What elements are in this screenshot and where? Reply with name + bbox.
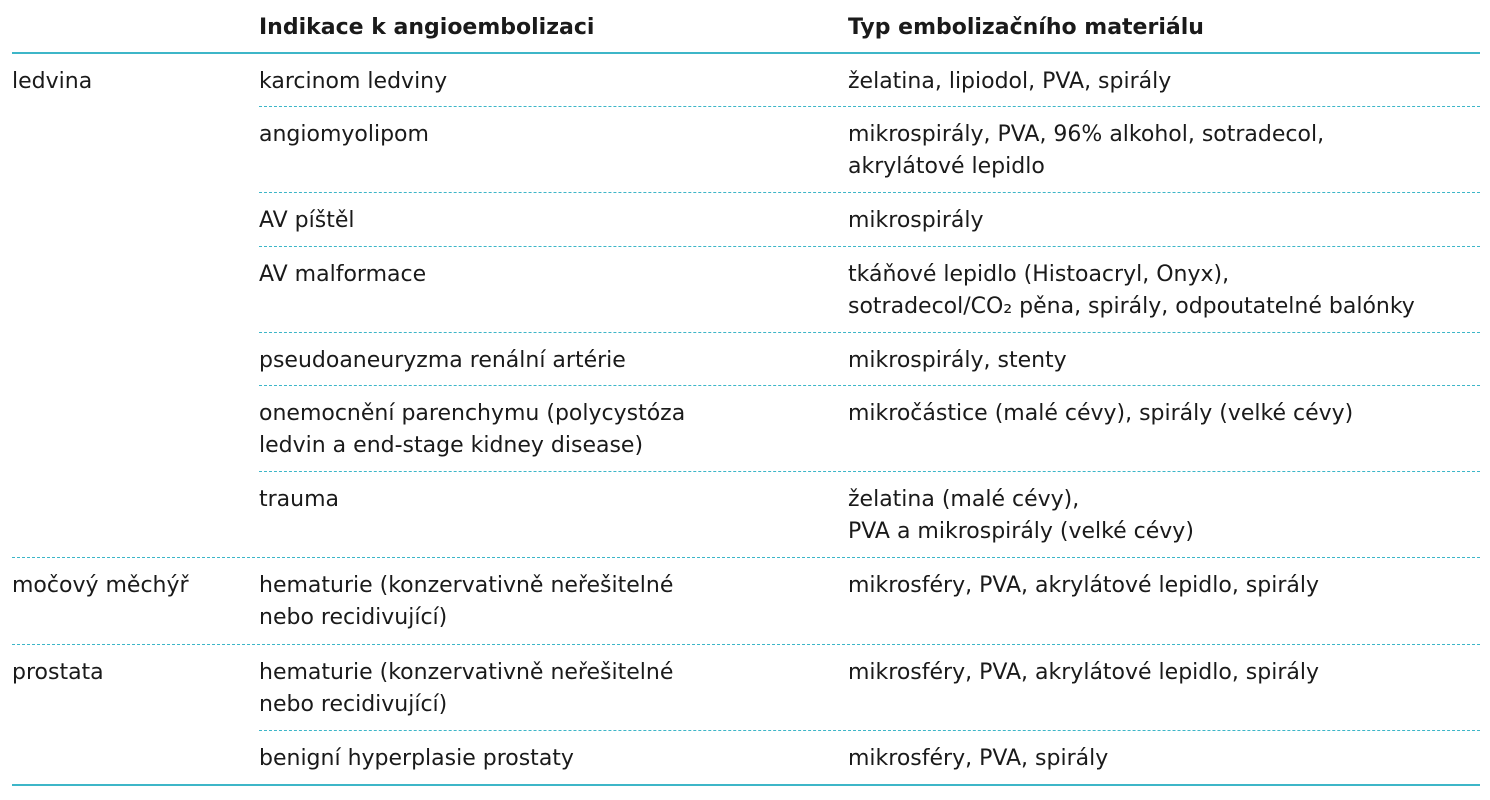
material-cell: mikrospirály, stenty — [848, 348, 1067, 373]
table-header-row — [12, 0, 1480, 52]
material-cell: mikrosféry, PVA, akrylátové lepidlo, spirály — [848, 573, 1320, 598]
indication-cell: trauma — [259, 487, 340, 512]
indication-cell: hematurie (konzervativně neřešitelné nebo recidivující) — [259, 573, 674, 630]
organ-label: prostata — [12, 660, 104, 685]
material-cell: želatina, lipiodol, PVA, spirály — [848, 69, 1172, 94]
header-material: Typ embolizačního materiálu — [848, 15, 1204, 40]
row-divider — [259, 385, 1480, 386]
row-divider — [259, 730, 1480, 731]
indication-cell: pseudoaneuryzma renální artérie — [259, 348, 626, 373]
row-divider — [259, 332, 1480, 333]
indication-cell: AV píštěl — [259, 208, 355, 233]
header-divider — [12, 52, 1480, 54]
indication-cell: karcinom ledviny — [259, 69, 448, 94]
group-divider — [12, 644, 1480, 645]
header-indication: Indikace k angioembolizaci — [259, 15, 595, 40]
indication-cell: hematurie (konzervativně neřešitelné nebo recidivující) — [259, 660, 674, 717]
material-cell: mikrospirály, PVA, 96% alkohol, sotradecol, akrylátové lepidlo — [848, 122, 1325, 179]
row-divider — [259, 246, 1480, 247]
indication-cell: angiomyolipom — [259, 122, 429, 147]
organ-label: ledvina — [12, 69, 93, 94]
row-divider — [259, 192, 1480, 193]
row-divider — [259, 471, 1480, 472]
embolization-table — [12, 0, 1480, 771]
group-divider — [12, 557, 1480, 558]
indication-cell: AV malformace — [259, 262, 427, 287]
row-divider — [259, 106, 1480, 107]
material-cell: mikročástice (malé cévy), spirály (velké cévy) — [848, 401, 1354, 426]
indication-cell: benigní hyperplasie prostaty — [259, 746, 574, 771]
material-cell: tkáňové lepidlo (Histoacryl, Onyx), sotradecol/CO₂ pěna, spirály, odpoutatelné balónky — [848, 262, 1415, 319]
material-cell: mikrosféry, PVA, akrylátové lepidlo, spirály — [848, 660, 1320, 685]
material-cell: mikrosféry, PVA, spirály — [848, 746, 1109, 771]
table-bottom-border — [12, 784, 1480, 786]
material-cell: želatina (malé cévy), PVA a mikrospirály (velké cévy) — [848, 487, 1194, 544]
organ-label: močový měchýř — [12, 573, 189, 598]
material-cell: mikrospirály — [848, 208, 984, 233]
indication-cell: onemocnění parenchymu (polycystóza ledvin a end-stage kidney disease) — [259, 401, 686, 458]
